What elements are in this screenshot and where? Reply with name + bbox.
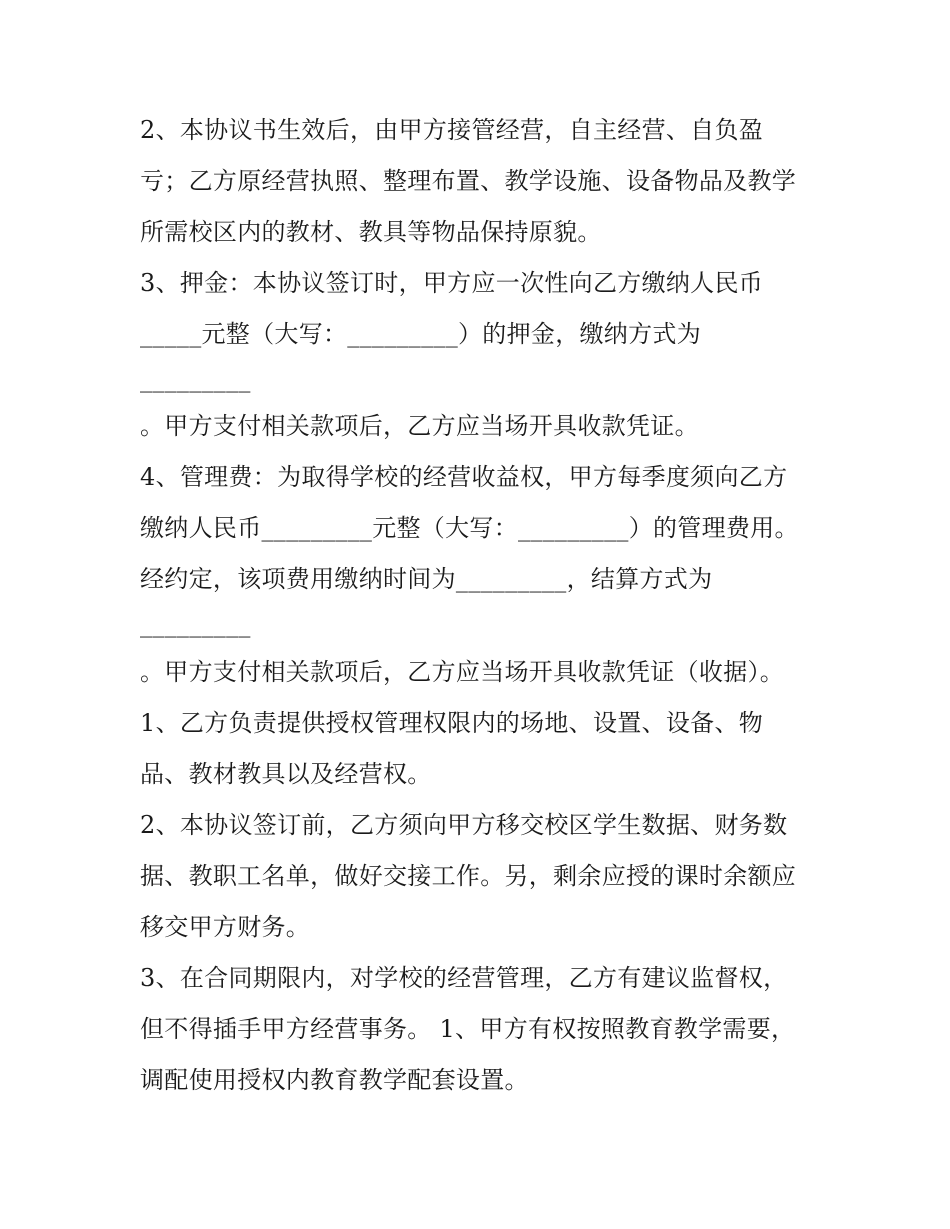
text-line: 1、乙方负责提供授权管理权限内的场地、设置、设备、物 (140, 709, 764, 737)
text-line: 据、教职工名单，做好交接工作。另，剩余应授的课时余额应 (140, 862, 797, 890)
text-line: 品、教材教具以及经营权。 (140, 760, 432, 788)
text-line: 经约定，该项费用缴纳时间为_________，结算方式为 (140, 565, 713, 593)
text-line: 。甲方支付相关款项后，乙方应当场开具收款凭证（收据）。 (140, 658, 785, 686)
text-line: 所需校区内的教材、教具等物品保持原貌。 (140, 218, 602, 246)
text-line: 2、本协议书生效后，由甲方接管经营，自主经营、自负盈 (140, 116, 764, 144)
text-line: 3、押金：本协议签订时，甲方应一次性向乙方缴纳人民币 (140, 269, 764, 297)
text-line: _________ (140, 365, 251, 393)
text-line: 2、本协议签订前，乙方须向甲方移交校区学生数据、财务数 (140, 811, 788, 839)
text-line: 。甲方支付相关款项后，乙方应当场开具收款凭证。 (140, 412, 699, 440)
text-line: 调配使用授权内教育教学配套设置。 (140, 1066, 529, 1094)
text-line: 亏；乙方原经营执照、整理布置、教学设施、设备物品及教学 (140, 167, 797, 195)
text-line: _________ (140, 610, 251, 638)
text-line: 移交甲方财务。 (140, 913, 311, 941)
text-line: _____元整（大写：_________）的押金，缴纳方式为 (140, 320, 701, 348)
text-line: 但不得插手甲方经营事务。 1、甲方有权按照教育教学需要， (140, 1015, 796, 1043)
text-line: 缴纳人民币_________元整（大写：_________）的管理费用。 (140, 514, 799, 542)
text-line: 4、管理费：为取得学校的经营收益权，甲方每季度须向乙方 (140, 463, 788, 491)
text-line: 3、在合同期限内，对学校的经营管理，乙方有建议监督权， (140, 964, 788, 992)
